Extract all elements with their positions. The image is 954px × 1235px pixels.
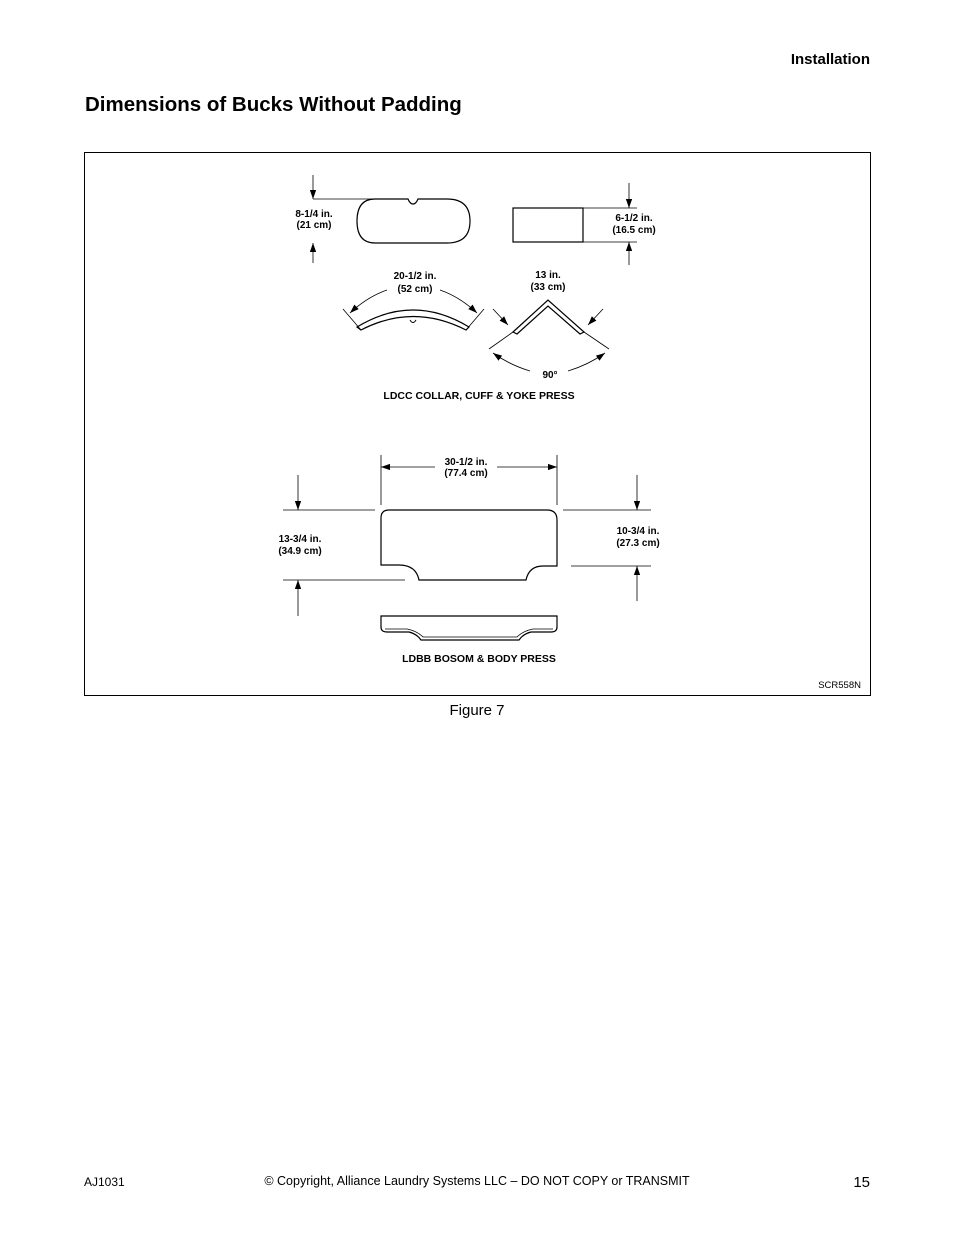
collar-height-cm: (21 cm) [296, 220, 332, 231]
figure-drawing [85, 153, 870, 695]
width-cm: (77.4 cm) [444, 468, 488, 479]
figure-code: SCR558N [818, 680, 861, 691]
body-buck-side-view [381, 616, 557, 640]
yoke-buck-outline [513, 208, 583, 242]
arc-dim-right [440, 290, 477, 313]
ldbb-caption: LDBB BOSOM & BODY PRESS [402, 653, 556, 665]
arc-length-in: 20-1/2 in. [393, 271, 437, 282]
right-height-cm: (27.3 cm) [616, 538, 660, 549]
angle-ext-left [489, 332, 513, 349]
leg-length-cm: (33 cm) [530, 282, 566, 293]
collar-curve-notch [410, 320, 416, 323]
left-height-cm: (34.9 cm) [278, 546, 322, 557]
right-height-in: 10-3/4 in. [616, 526, 660, 537]
leg-length-in: 13 in. [535, 270, 561, 281]
copyright-notice: © Copyright, Alliance Laundry Systems LLC – DO NOT COPY or TRANSMIT [264, 1174, 690, 1188]
angle-ext-right [584, 332, 609, 349]
yoke-triangle-view [513, 300, 584, 334]
figure-frame [84, 152, 871, 696]
angle-arc-right [568, 353, 605, 371]
doc-number: AJ1031 [84, 1175, 125, 1189]
page-number: 15 [853, 1174, 870, 1191]
yoke-height-cm: (16.5 cm) [612, 225, 656, 236]
figure-caption: Figure 7 [449, 702, 505, 719]
ldcc-caption: LDCC COLLAR, CUFF & YOKE PRESS [383, 390, 575, 402]
body-buck-outline [381, 510, 557, 580]
arc-ext-right [466, 309, 484, 330]
left-height-in: 13-3/4 in. [278, 534, 322, 545]
page-title: Dimensions of Bucks Without Padding [85, 93, 462, 116]
leg-dim-right [588, 309, 603, 325]
arc-dim-left [350, 290, 387, 313]
width-in: 30-1/2 in. [444, 457, 488, 468]
leg-dim-left [493, 309, 508, 325]
section-label: Installation [790, 51, 870, 68]
collar-buck-outline [357, 199, 470, 243]
arc-length-cm: (52 cm) [397, 284, 433, 295]
angle-label: 90° [542, 370, 558, 381]
arc-ext-left [343, 309, 361, 330]
yoke-height-in: 6-1/2 in. [615, 213, 653, 224]
collar-curve-view [357, 310, 469, 330]
angle-arc-left [493, 353, 530, 371]
collar-height-in: 8-1/4 in. [295, 209, 333, 220]
